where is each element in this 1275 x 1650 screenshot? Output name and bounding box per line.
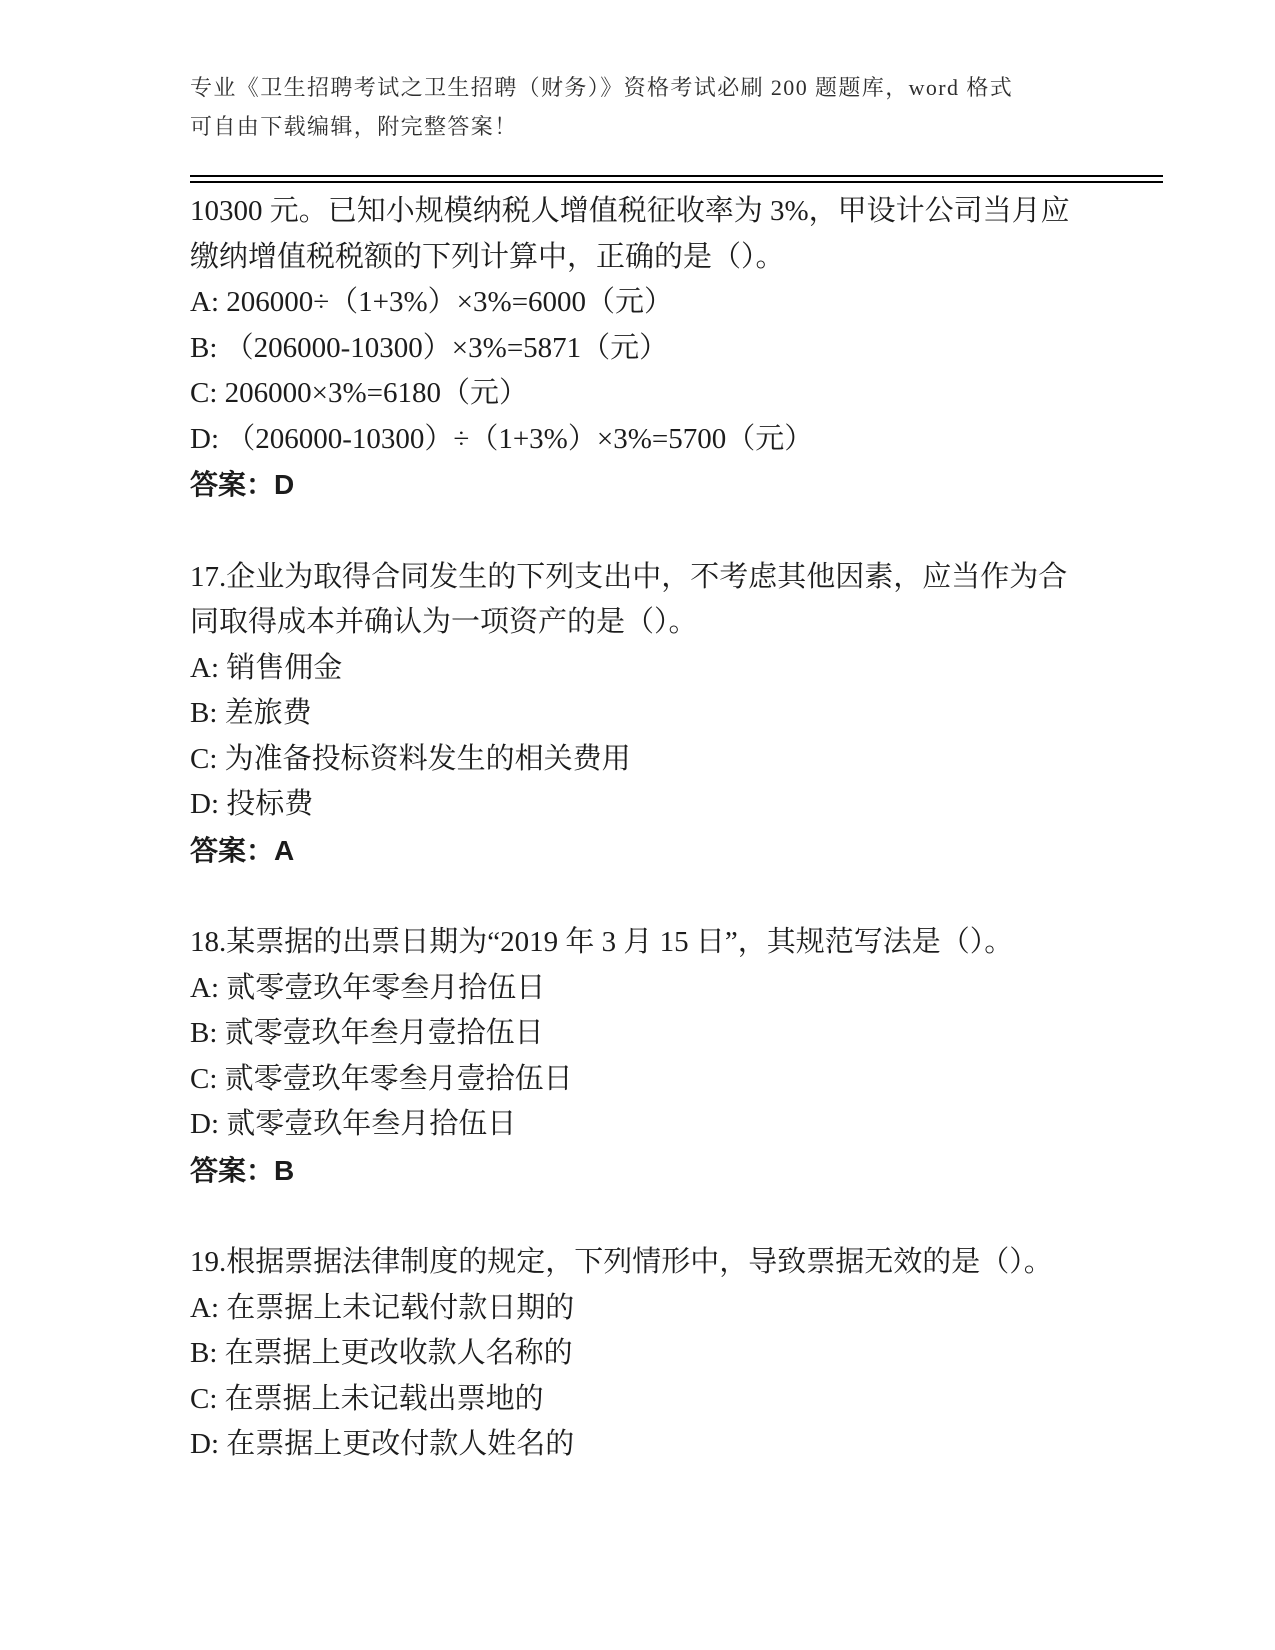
option-d: D: 贰零壹玖年叁月拾伍日 xyxy=(190,1108,517,1140)
answer-text: 答案：D xyxy=(190,469,295,500)
question-text: 同取得成本并确认为一项资产的是（）。 xyxy=(190,606,698,638)
option-b: B: 贰零壹玖年叁月壹拾伍日 xyxy=(190,1017,544,1049)
question-text: 10300 元。已知小规模纳税人增值税征收率为 3%，甲设计公司当月应 xyxy=(190,195,1070,227)
document-header xyxy=(190,68,1110,146)
option-b: B: （206000-10300）×3%=5871（元） xyxy=(190,331,669,364)
header-divider xyxy=(190,175,1163,183)
question-text: 缴纳增值税税额的下列计算中，正确的是（）。 xyxy=(190,240,785,273)
option-a: A: 206000÷（1+3%）×3%=6000（元） xyxy=(190,286,674,318)
question-block-18 xyxy=(190,920,1165,1193)
answer-text: 答案：B xyxy=(190,1154,295,1186)
question-block-19 xyxy=(190,1240,1165,1468)
question-block-17 xyxy=(190,555,1165,874)
answer-text: 答案：A xyxy=(190,834,295,866)
option-d: D: 在票据上更改付款人姓名的 xyxy=(190,1428,575,1460)
header-line-2: 可自由下载编辑，附完整答案！ xyxy=(190,114,518,139)
question-text: 17.企业为取得合同发生的下列支出中，不考虑其他因素，应当作为合 xyxy=(190,560,1068,593)
option-b: B: 差旅费 xyxy=(190,697,312,729)
option-c: C: 贰零壹玖年零叁月壹拾伍日 xyxy=(190,1062,573,1095)
option-d: D: 投标费 xyxy=(190,788,314,820)
option-c: C: 206000×3%=6180（元） xyxy=(190,377,529,409)
question-text: 19.根据票据法律制度的规定，下列情形中，导致票据无效的是（）。 xyxy=(190,1246,1053,1278)
option-c: C: 在票据上未记载出票地的 xyxy=(190,1382,544,1415)
option-a: A: 在票据上未记载付款日期的 xyxy=(190,1291,575,1324)
question-block-16 xyxy=(190,189,1165,508)
question-list xyxy=(190,189,1165,1468)
option-b: B: 在票据上更改收款人名称的 xyxy=(190,1337,573,1369)
option-d: D: （206000-10300）÷（1+3%）×3%=5700（元） xyxy=(190,422,814,455)
option-a: A: 销售佣金 xyxy=(190,651,343,684)
header-line-1: 专业《卫生招聘考试之卫生招聘（财务）》资格考试必刷 200 题题库，word 格式 xyxy=(190,75,1014,100)
question-text: 18.某票据的出票日期为“2019 年 3 月 15 日”，其规范写法是（）。 xyxy=(190,926,1014,958)
option-a: A: 贰零壹玖年零叁月拾伍日 xyxy=(190,971,546,1004)
option-c: C: 为准备投标资料发生的相关费用 xyxy=(190,742,631,775)
